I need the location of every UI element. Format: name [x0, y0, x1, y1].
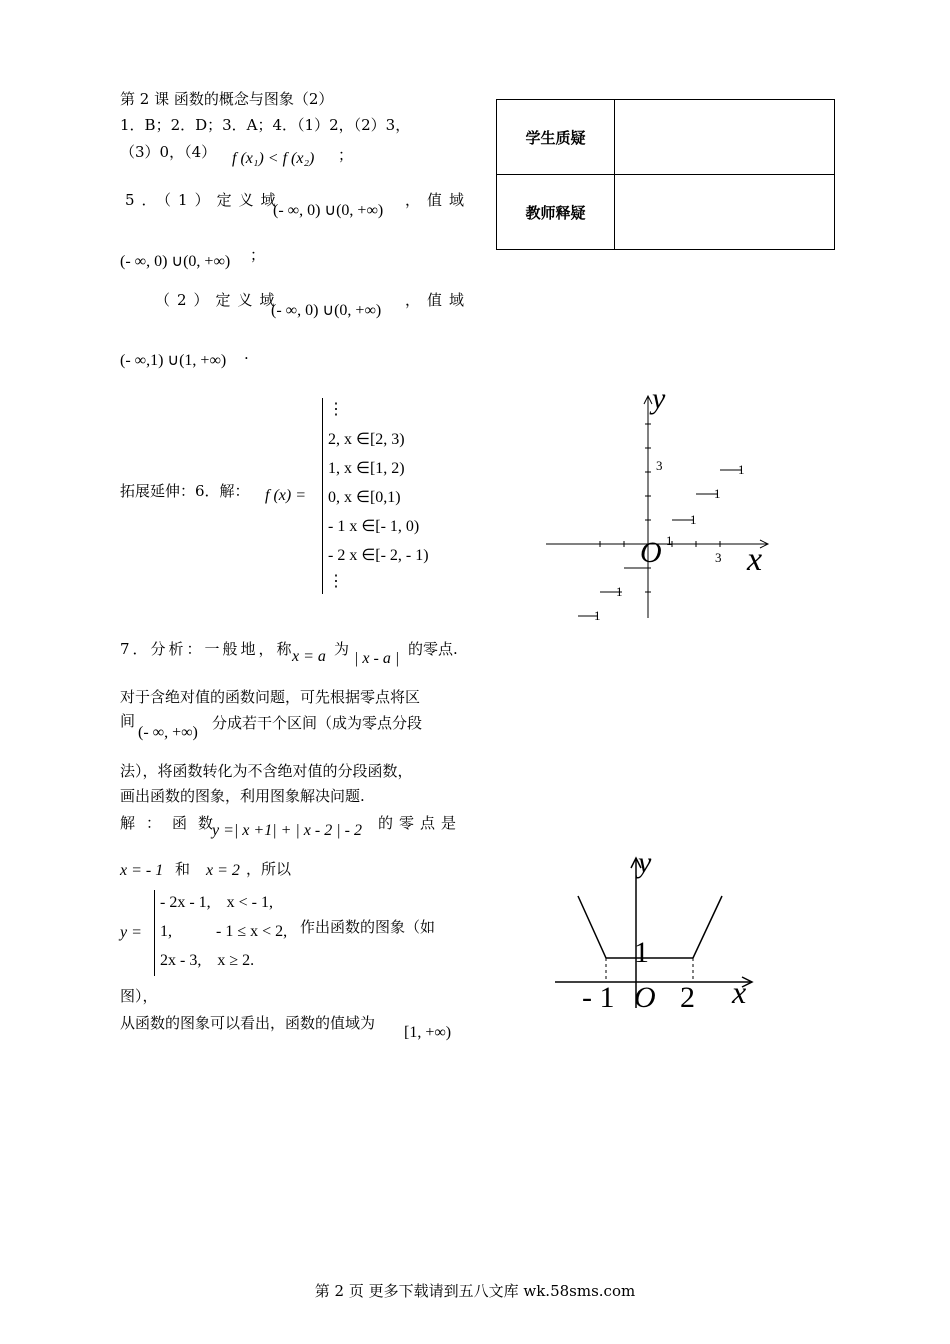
graph1-step-mark: 1 [594, 608, 601, 623]
q7-analysis-end: 的零点. [408, 640, 458, 658]
q7-piece-3: 2x - 3, x ≥ 2. [160, 952, 255, 969]
q7-conclusion: 从函数的图象可以看出，函数的值域为 [120, 1014, 376, 1032]
q7-paragraph-2-start: 间 [120, 712, 136, 730]
q7-solution-label: 解：函数 [120, 814, 225, 832]
q5-part2-end: . [244, 345, 249, 363]
q6-case-2: 1, x ∈[1, 2) [328, 460, 405, 477]
q7-figure-text: 图）， [120, 987, 158, 1005]
q7-zero-a: x = - 1 [120, 862, 164, 879]
q7-zero-b: x = 2 [206, 862, 240, 879]
q6-case-6: ⋮ [328, 573, 344, 590]
q5-part2-range: (- ∞,1) ∪(1, +∞) [120, 352, 227, 369]
student-question-label: 学生质疑 [497, 100, 615, 175]
graph2-neg1-label: - 1 [582, 981, 615, 1014]
q7-paragraph-3: 法），将函数转化为不含绝对值的分段函数， [120, 762, 413, 780]
graph1-tick-x3: 3 [715, 550, 722, 565]
q5-part2-label: （2）定义域 [155, 291, 282, 309]
graph2-y-label: y [638, 846, 652, 879]
q6-fx: f (x) = [265, 487, 306, 504]
answers-line-2: （3）0，（4） [120, 143, 217, 161]
graph1-tick-1: 1 [666, 533, 673, 548]
q6-case-1: 2, x ∈[2, 3) [328, 431, 405, 448]
graph2-one-label: 1 [634, 936, 649, 969]
q6-case-0: ⋮ [328, 401, 344, 418]
graph1-y-label: y [652, 382, 666, 415]
graph2-function-line [578, 896, 722, 958]
q5-part1-label: 5．（1）定义域 [125, 191, 283, 209]
q5-part2-mid: ，值域 [405, 291, 472, 309]
q5-part2-domain: (- ∞, 0) ∪(0, +∞) [271, 302, 382, 319]
q6-case-3: 0, x ∈[0,1) [328, 489, 401, 506]
q7-paragraph-1: 对于含绝对值的函数问题，可先根据零点将区 [120, 688, 421, 706]
graph1-step-mark: 1 [714, 486, 721, 501]
graph1-tick-y3: 3 [656, 458, 663, 473]
answer-4-4-formula: f (x₁) < f (x₂) [232, 150, 315, 167]
q5-part1-mid: ，值域 [405, 191, 472, 209]
q6-case-4: - 1 x ∈[- 1, 0) [328, 518, 420, 535]
graph1-origin-label: O [640, 536, 662, 569]
q7-piece-2: 1, - 1 ≤ x < 2, [160, 923, 288, 940]
q5-part1-range: (- ∞, 0) ∪(0, +∞) [120, 253, 231, 270]
answers-line-2-end: ； [338, 146, 354, 164]
q6-label: 拓展延伸：6．解： [120, 482, 250, 500]
q7-y-eq: y = [120, 924, 142, 941]
page-title: 第 2 课 函数的概念与图象（2） [120, 90, 334, 108]
q7-zeros-and: 和 [175, 860, 191, 878]
q6-case-5: - 2 x ∈[- 2, - 1) [328, 547, 429, 564]
q7-paragraph-4: 画出函数的图象，利用图象解决问题. [120, 787, 365, 805]
q7-analysis-mid: 为 [334, 640, 350, 658]
q5-part1-domain: (- ∞, 0) ∪(0, +∞) [273, 202, 384, 219]
page-footer: 第 2 页 更多下载请到五八文库 wk.58sms.com [314, 1282, 636, 1300]
q5-part1-end: ； [250, 246, 266, 264]
answers-line-1: 1．B；2．D；3．A；4．（1）2，（2）3， [120, 116, 411, 134]
q7-paragraph-2-end: 分成若干个区间（成为零点分段 [212, 714, 423, 732]
q7-analysis-abs: | x - a | [354, 650, 400, 667]
graph1-step-mark: 1 [690, 512, 697, 527]
q7-analysis-eq: x = a [292, 648, 326, 665]
q7-solution-eq: y =| x +1| + | x - 2 | - 2 [212, 822, 362, 839]
q7-range: [1, +∞) [404, 1024, 452, 1041]
q7-analysis-label: 7．分析：一般地，称 [120, 640, 295, 658]
graph1-step-mark: 1 [616, 584, 623, 599]
graph1-x-label: x [747, 541, 763, 578]
q7-draw-text: 作出函数的图象（如 [300, 918, 436, 936]
graph2-origin-label: O [634, 981, 656, 1014]
graph2-x-label: x [732, 974, 747, 1010]
q7-interval: (- ∞, +∞) [138, 724, 198, 741]
q7-zeros-end: ，所以 [246, 860, 292, 878]
teacher-answer-label: 教师释疑 [497, 175, 615, 250]
q7-solution-end: 的零点是 [378, 814, 463, 832]
graph2-two-label: 2 [680, 981, 695, 1014]
graph1-step-mark: 1 [738, 462, 745, 477]
q7-piece-1: - 2x - 1, x < - 1, [160, 894, 274, 911]
